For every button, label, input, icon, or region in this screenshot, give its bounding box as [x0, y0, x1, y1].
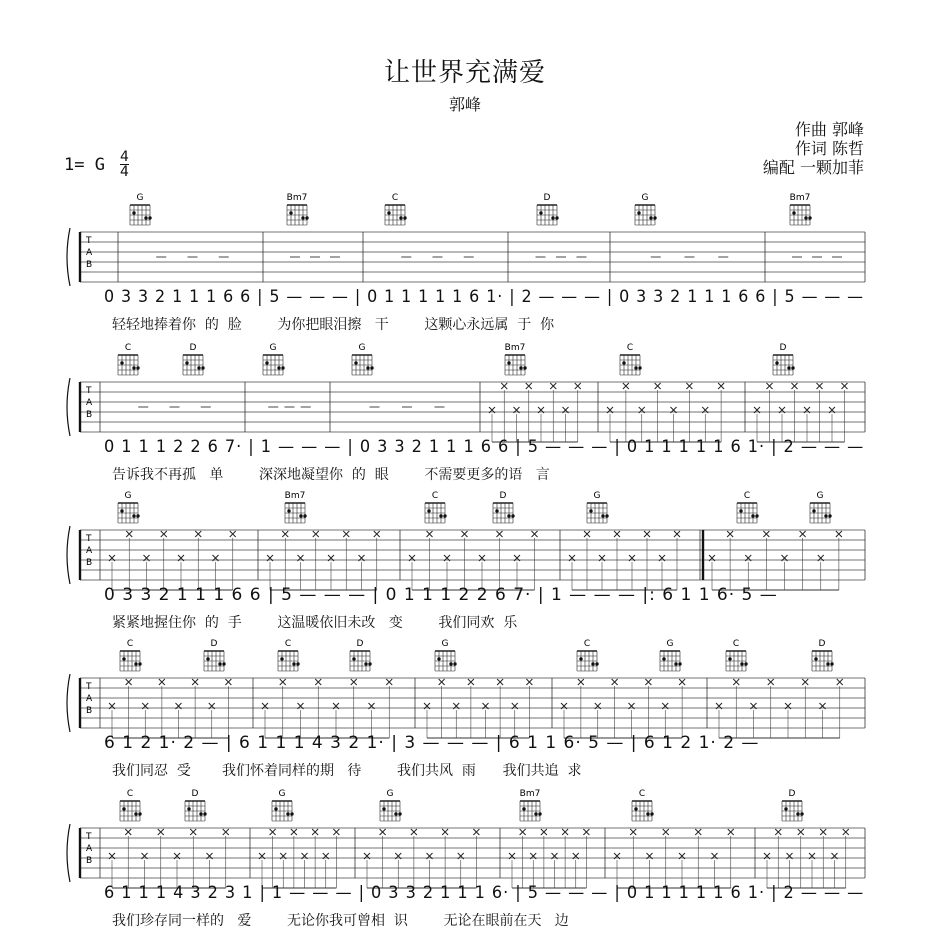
lyrics-line: 我们同忍 受 我们怀着同样的期 待 我们共风 雨 我们共追 求 [112, 763, 582, 779]
chord-name: C [638, 789, 646, 799]
time-signature [120, 150, 129, 179]
chord-diagram [737, 491, 759, 523]
tab-letter: B [86, 410, 93, 420]
chord-diagram [185, 789, 207, 821]
chord-name: G [386, 789, 394, 799]
chord-name: C [126, 789, 134, 799]
chord-diagram [120, 639, 142, 671]
chord-diagram [183, 343, 205, 375]
tab-letter: B [86, 558, 93, 568]
composer-credit: 作曲 郭峰 [794, 120, 864, 139]
chord-name: D [818, 639, 826, 649]
chord-diagram [773, 343, 795, 375]
key-signature: 1= G [64, 155, 105, 175]
arranger-credit: 编配 一颗加菲 [762, 158, 864, 177]
tab-letter: B [86, 260, 93, 270]
chord-diagram [577, 639, 599, 671]
chord-name: Bm7 [286, 193, 308, 203]
chord-diagram [287, 193, 309, 225]
jianpu-notation: 6 1 1 1 4 3 2 3 1 | 1 — — — | 0 3 3 2 1 1 1 6· | 5 — — — | 0 1 1 1 1 1 6 1· | 2 — — — [104, 883, 865, 903]
chord-name: G [124, 491, 132, 501]
lyrics-line: 我们珍存同一样的 爱 无论你我可曾相 识 无论在眼前在天 边 [112, 913, 569, 929]
chord-diagram [425, 491, 447, 523]
chord-diagram [520, 789, 542, 821]
artist-name: 郭峰 [448, 95, 481, 114]
chord-name: D [499, 491, 507, 501]
chord-name: C [284, 639, 292, 649]
chord-diagram [272, 789, 294, 821]
jianpu-notation: 0 3 3 2 1 1 1 6 6 | 5 — — — | 0 1 1 1 1 1 6 1· | 2 — — — | 0 3 3 2 1 1 1 6 6 | 5 — — — [104, 287, 864, 307]
chord-name: C [732, 639, 740, 649]
chord-diagram [380, 789, 402, 821]
jianpu-notation: 0 1 1 1 2 2 6 7· | 1 — — — | 0 3 3 2 1 1 1 6 6 | 5 — — — | 0 1 1 1 1 1 6 1· | 2 — — — [104, 437, 865, 457]
chord-diagram [263, 343, 285, 375]
tab-letter: T [86, 832, 92, 842]
time-signature-bottom: 4 [120, 164, 129, 180]
chord-name: C [126, 639, 134, 649]
chord-name: C [391, 193, 399, 203]
chord-name: Bm7 [504, 343, 526, 353]
chord-diagram [120, 789, 142, 821]
chord-name: Bm7 [789, 193, 811, 203]
chord-name: G [136, 193, 144, 203]
chord-name: D [210, 639, 218, 649]
page-title: 让世界充满爱 [383, 58, 546, 88]
chord-diagram [726, 639, 748, 671]
jianpu-notation: 6 1 2 1· 2 — | 6 1 1 1 4 3 2 1· | 3 — — — | 6 1 1 6· 5 — | 6 1 2 1· 2 — [104, 733, 760, 753]
tab-letter: T [86, 386, 92, 396]
time-signature-top: 4 [120, 149, 129, 165]
chord-name: G [441, 639, 449, 649]
chord-name: C [124, 343, 132, 353]
chord-diagram [435, 639, 457, 671]
chord-diagram [285, 491, 307, 523]
chord-name: C [431, 491, 439, 501]
lyrics-line: 紧紧地握住你 的 手 这温暖依旧未改 变 我们同欢 乐 [112, 615, 518, 631]
chord-diagram [204, 639, 226, 671]
credits [763, 120, 864, 177]
tab-letter: A [86, 546, 93, 556]
tab-letter: T [86, 236, 92, 246]
lyricist-credit: 作词 陈哲 [794, 139, 864, 158]
chord-diagram [810, 491, 832, 523]
chord-name: D [191, 789, 199, 799]
lyrics-line: 告诉我不再孤 单 深深地凝望你 的 眼 不需要更多的语 言 [112, 467, 550, 483]
lyrics-line: 轻轻地捧着你 的 脸 为你把眼泪擦 干 这颗心永远属 于 你 [112, 317, 555, 333]
chord-diagram [493, 491, 515, 523]
chord-diagram [118, 343, 140, 375]
chord-diagram [352, 343, 374, 375]
chord-diagram [385, 193, 407, 225]
chord-name: D [189, 343, 197, 353]
tab-letter: A [86, 694, 93, 704]
jianpu-notation: 0 3 3 2 1 1 1 6 6 | 5 — — — | 0 1 1 1 2 2 6 7· | 1 — — — |: 6 1 1 6· 5 — [104, 585, 778, 605]
chord-name: G [816, 491, 824, 501]
chord-diagram [130, 193, 152, 225]
chord-name: G [269, 343, 277, 353]
tab-letter: A [86, 398, 93, 408]
chord-diagram [812, 639, 834, 671]
tab-letter: B [86, 856, 93, 866]
tab-letter: B [86, 706, 93, 716]
chord-diagram [790, 193, 812, 225]
chord-name: Bm7 [284, 491, 306, 501]
tab-letter: A [86, 248, 93, 258]
chord-diagram [660, 639, 682, 671]
chord-name: Bm7 [519, 789, 541, 799]
chord-diagram [635, 193, 657, 225]
chord-name: C [583, 639, 591, 649]
tab-letter: T [86, 682, 92, 692]
chord-name: D [356, 639, 364, 649]
chord-name: C [743, 491, 751, 501]
chord-diagram [537, 193, 559, 225]
chord-name: D [543, 193, 551, 203]
chord-name: C [626, 343, 634, 353]
chord-diagram [620, 343, 642, 375]
chord-diagram [278, 639, 300, 671]
chord-name: G [358, 343, 366, 353]
chord-name: D [788, 789, 796, 799]
chord-name: G [641, 193, 649, 203]
chord-diagram [632, 789, 654, 821]
chord-diagram [350, 639, 372, 671]
chord-diagram [782, 789, 804, 821]
chord-diagram [118, 491, 140, 523]
chord-name: G [666, 639, 674, 649]
chord-diagram [587, 491, 609, 523]
chord-name: D [779, 343, 787, 353]
chord-name: G [593, 491, 601, 501]
chord-name: G [278, 789, 286, 799]
chord-diagram [505, 343, 527, 375]
tab-letter: T [86, 534, 92, 544]
tab-letter: A [86, 844, 93, 854]
